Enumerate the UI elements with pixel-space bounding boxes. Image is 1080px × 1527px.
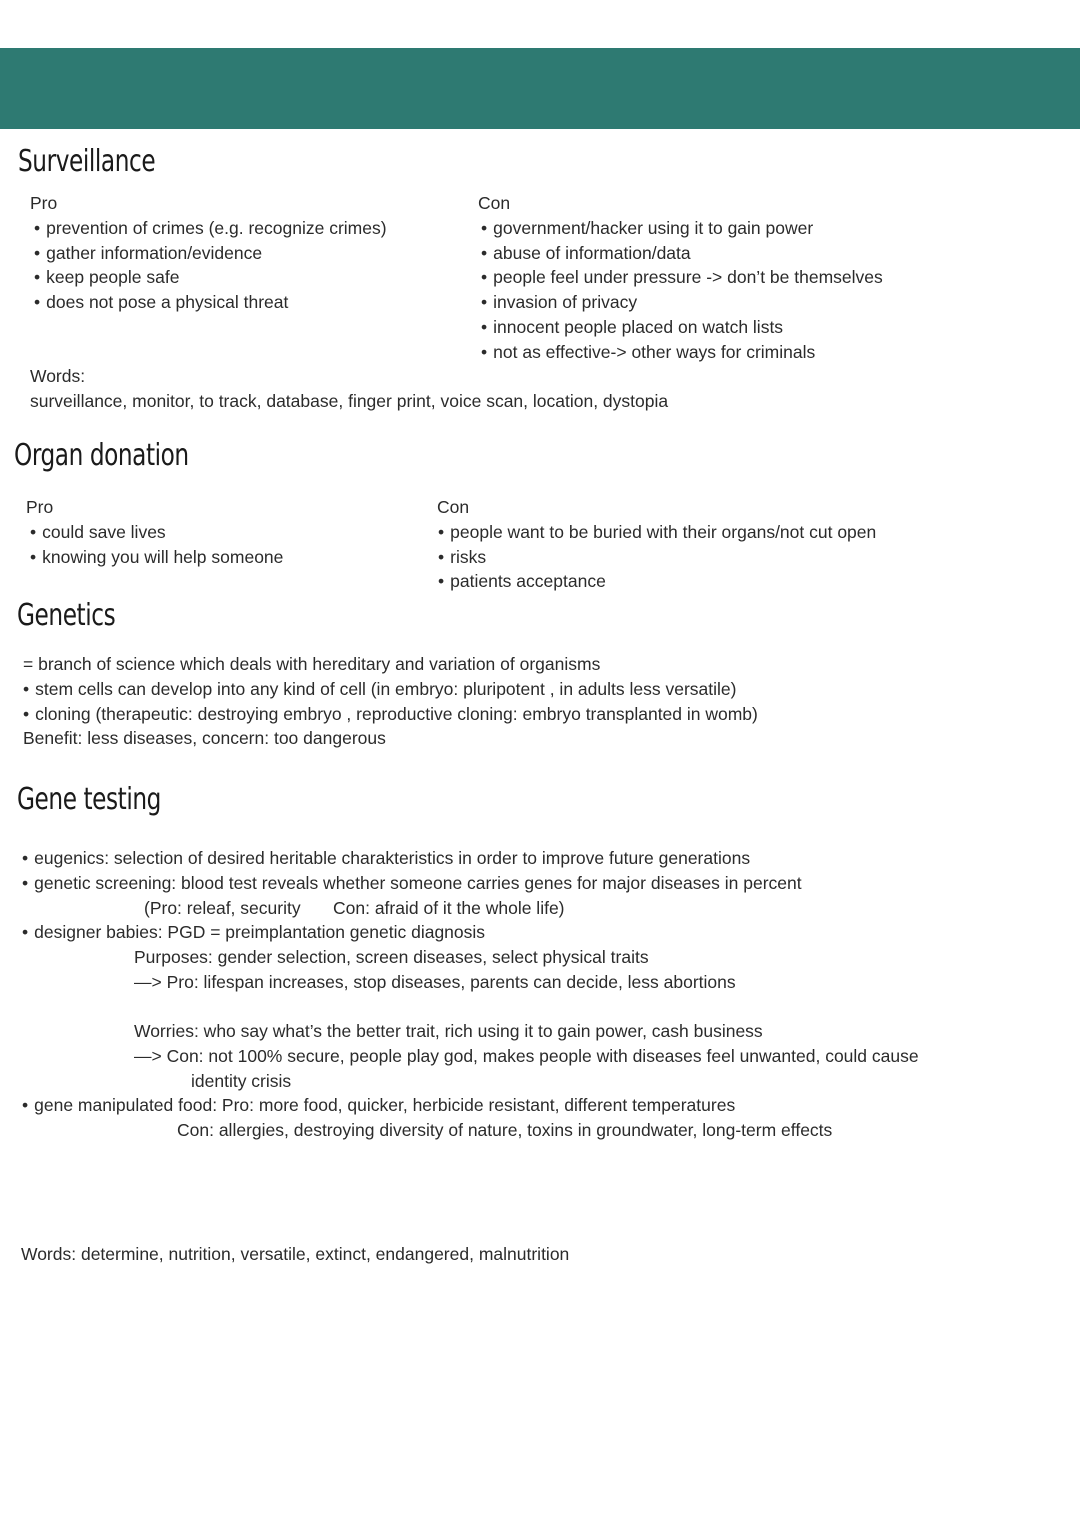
surveillance-heading: Surveillance — [18, 144, 156, 179]
designer-purposes: Purposes: gender selection, screen diseases, select physical traits — [134, 947, 649, 967]
list-item: • keep people safe — [34, 265, 387, 290]
header-banner — [0, 48, 1080, 129]
gene-testing-list-food — [22, 1093, 735, 1118]
list-item: • prevention of crimes (e.g. recognize crimes) — [34, 216, 387, 241]
organ-con-list — [438, 520, 876, 594]
designer-con: —> Con: not 100% secure, people play god, makes people with diseases feel unwanted, could cause — [134, 1046, 919, 1066]
list-item: • knowing you will help someone — [30, 545, 283, 570]
list-item: • people want to be buried with their organs/not cut open — [438, 520, 876, 545]
list-item: • could save lives — [30, 520, 283, 545]
genetics-list — [23, 677, 758, 726]
surveillance-con-list — [481, 216, 883, 364]
gene-testing-list-top — [22, 846, 802, 895]
list-item: • gene manipulated food: Pro: more food, quicker, herbicide resistant, different temperatures — [22, 1093, 735, 1118]
designer-worries: Worries: who say what’s the better trait, rich using it to gain power, cash business — [134, 1021, 763, 1041]
designer-con-continued: identity crisis — [191, 1071, 292, 1091]
surveillance-pro-list — [34, 216, 387, 315]
list-item: • cloning (therapeutic: destroying embryo , reproductive cloning: embryo transplanted in womb) — [23, 702, 758, 727]
gene-testing-list-designer — [22, 920, 485, 945]
screening-con: Con: afraid of it the whole life) — [333, 898, 565, 918]
organ-pro-list — [30, 520, 283, 569]
surveillance-words: surveillance, monitor, to track, database, finger print, voice scan, location, dystopia — [30, 391, 669, 411]
list-item: • stem cells can develop into any kind of cell (in embryo: pluripotent , in adults less versatile) — [23, 677, 758, 702]
list-item: • government/hacker using it to gain power — [481, 216, 883, 241]
organ-pro-label: Pro — [26, 497, 54, 517]
list-item: • risks — [438, 545, 876, 570]
surveillance-con-label: Con — [478, 193, 511, 213]
gene-testing-heading: Gene testing — [17, 782, 161, 817]
list-item: • not as effective-> other ways for criminals — [481, 340, 883, 365]
genetics-benefit: Benefit: less diseases, concern: too dangerous — [23, 728, 386, 748]
list-item: • genetic screening: blood test reveals whether someone carries genes for major diseases in percent — [22, 871, 802, 896]
final-words: Words: determine, nutrition, versatile, extinct, endangered, malnutrition — [21, 1244, 570, 1264]
organ-con-label: Con — [437, 497, 470, 517]
organ-donation-heading: Organ donation — [14, 438, 189, 473]
designer-pro: —> Pro: lifespan increases, stop diseases, parents can decide, less abortions — [134, 972, 736, 992]
list-item: • designer babies: PGD = preimplantation genetic diagnosis — [22, 920, 485, 945]
surveillance-words-label: Words: — [30, 366, 86, 386]
screening-pro: (Pro: releaf, security — [144, 898, 301, 918]
list-item: • does not pose a physical threat — [34, 290, 387, 315]
genetics-heading: Genetics — [17, 598, 116, 633]
list-item: • gather information/evidence — [34, 241, 387, 266]
list-item: • abuse of information/data — [481, 241, 883, 266]
genetics-definition: = branch of science which deals with hereditary and variation of organisms — [23, 654, 601, 674]
list-item: • eugenics: selection of desired heritable charakteristics in order to improve future generations — [22, 846, 802, 871]
list-item: • innocent people placed on watch lists — [481, 315, 883, 340]
food-con: Con: allergies, destroying diversity of nature, toxins in groundwater, long-term effects — [177, 1120, 833, 1140]
list-item: • invasion of privacy — [481, 290, 883, 315]
list-item: • patients acceptance — [438, 569, 876, 594]
list-item: • people feel under pressure -> don’t be themselves — [481, 265, 883, 290]
surveillance-pro-label: Pro — [30, 193, 58, 213]
